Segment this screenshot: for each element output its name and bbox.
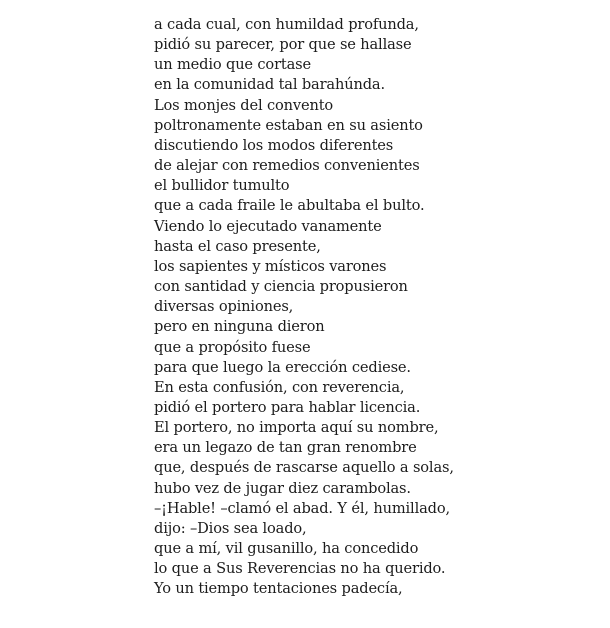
poem-line: a cada cual, con humildad profunda, bbox=[154, 16, 419, 33]
poem-line: En esta confusión, con reverencia, bbox=[154, 378, 405, 396]
poem-line: Yo un tiempo tentaciones padecía, bbox=[154, 580, 403, 598]
poem-line: que a propósito fuese bbox=[154, 338, 311, 356]
poem-line: los sapientes y místicos varones bbox=[154, 257, 387, 275]
poem-line: Viendo lo ejecutado vanamente bbox=[154, 217, 382, 235]
poem-line: para que luego la erección cediese. bbox=[154, 358, 411, 376]
poem-line: con santidad y ciencia propusieron bbox=[154, 278, 408, 296]
poem-line: diversas opiniones, bbox=[154, 298, 294, 316]
poem-line: que a cada fraile le abultaba el bulto. bbox=[154, 197, 425, 215]
poem-line: hubo vez de jugar diez carambolas. bbox=[154, 479, 411, 497]
poem-line: en la comunidad tal barahúnda. bbox=[154, 76, 385, 94]
poem-line: dijo: –Dios sea loado, bbox=[154, 519, 307, 537]
poem-line: hasta el caso presente, bbox=[154, 237, 321, 255]
poem-line: pidió el portero para hablar licencia. bbox=[154, 398, 421, 416]
poem-line: discutiendo los modos diferentes bbox=[154, 136, 394, 154]
poem-line: que a mí, vil gusanillo, ha concedido bbox=[154, 540, 419, 558]
poem-line: pidió su parecer, por que se hallase bbox=[154, 36, 412, 54]
poem-line: era un legazo de tan gran renombre bbox=[154, 439, 417, 457]
poem-line: que, después de rascarse aquello a solas, bbox=[154, 459, 454, 477]
poem-line: Los monjes del convento bbox=[154, 96, 334, 114]
poem-line: El portero, no importa aquí su nombre, bbox=[154, 419, 439, 437]
poem-line: el bullidor tumulto bbox=[154, 177, 290, 195]
poem-line: un medio que cortase bbox=[154, 56, 311, 74]
poem-line: pero en ninguna dieron bbox=[154, 318, 325, 336]
poem-line: de alejar con remedios convenientes bbox=[154, 157, 420, 175]
poem-line: lo que a Sus Reverencias no ha querido. bbox=[154, 560, 446, 578]
poem-line: –¡Hable! –clamó el abad. Y él, humillado, bbox=[154, 499, 450, 517]
poem-line: poltronamente estaban en su asiento bbox=[154, 116, 423, 134]
poem-text-block bbox=[154, 15, 454, 600]
